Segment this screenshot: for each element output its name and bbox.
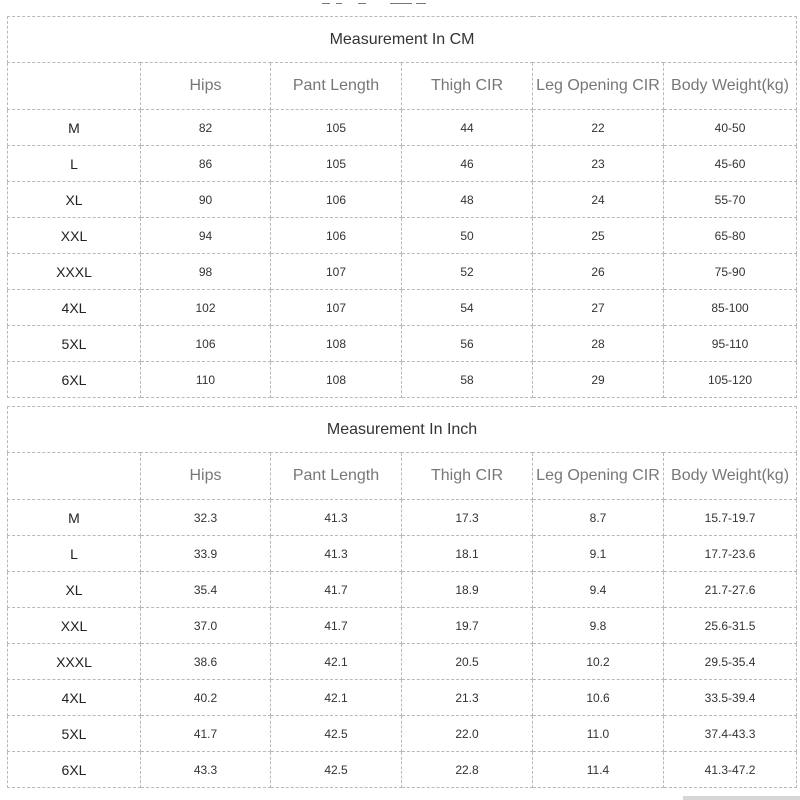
- cell-body-weight: 21.7-27.6: [664, 572, 797, 608]
- table-row: [8, 500, 797, 536]
- cell-leg-opening-cir: 29: [533, 362, 664, 398]
- cell-pant-length: 107: [271, 290, 402, 326]
- cell-pant-length: 106: [271, 182, 402, 218]
- cell-body-weight: 75-90: [664, 254, 797, 290]
- cell-pant-length: 108: [271, 362, 402, 398]
- table-row: [8, 290, 797, 326]
- cell-body-weight: 37.4-43.3: [664, 716, 797, 752]
- cell-thigh-cir: 18.9: [402, 572, 533, 608]
- column-header-leg-opening-cir: Leg Opening CIR: [533, 63, 664, 110]
- cell-hips: 110: [141, 362, 271, 398]
- cell-size: M: [8, 500, 141, 536]
- cell-size: 6XL: [8, 362, 141, 398]
- cell-pant-length: 108: [271, 326, 402, 362]
- cell-thigh-cir: 17.3: [402, 500, 533, 536]
- cell-thigh-cir: 46: [402, 146, 533, 182]
- cell-body-weight: 29.5-35.4: [664, 644, 797, 680]
- cell-hips: 32.3: [141, 500, 271, 536]
- cell-pant-length: 41.7: [271, 572, 402, 608]
- cell-thigh-cir: 54: [402, 290, 533, 326]
- table-row: [8, 218, 797, 254]
- cell-size: 6XL: [8, 752, 141, 788]
- cell-thigh-cir: 50: [402, 218, 533, 254]
- cell-body-weight: 41.3-47.2: [664, 752, 797, 788]
- table-header-row: [8, 453, 797, 500]
- table-row: [8, 752, 797, 788]
- cell-body-weight: 40-50: [664, 110, 797, 146]
- cell-body-weight: 17.7-23.6: [664, 536, 797, 572]
- cell-size: 5XL: [8, 326, 141, 362]
- cell-leg-opening-cir: 9.4: [533, 572, 664, 608]
- table-row: [8, 572, 797, 608]
- cell-hips: 86: [141, 146, 271, 182]
- cell-size: 4XL: [8, 290, 141, 326]
- cell-thigh-cir: 22.8: [402, 752, 533, 788]
- cell-leg-opening-cir: 27: [533, 290, 664, 326]
- cell-leg-opening-cir: 22: [533, 110, 664, 146]
- cell-leg-opening-cir: 24: [533, 182, 664, 218]
- cell-size: L: [8, 536, 141, 572]
- cell-size: 5XL: [8, 716, 141, 752]
- table-title: Measurement In Inch: [8, 407, 797, 453]
- cell-thigh-cir: 48: [402, 182, 533, 218]
- table-row: [8, 680, 797, 716]
- cell-hips: 38.6: [141, 644, 271, 680]
- cell-pant-length: 42.5: [271, 716, 402, 752]
- cell-pant-length: 42.5: [271, 752, 402, 788]
- cell-body-weight: 55-70: [664, 182, 797, 218]
- column-header-hips: Hips: [141, 453, 271, 500]
- cell-leg-opening-cir: 26: [533, 254, 664, 290]
- table-row: [8, 326, 797, 362]
- cell-body-weight: 45-60: [664, 146, 797, 182]
- cell-size: XXXL: [8, 644, 141, 680]
- table-title: Measurement In CM: [8, 17, 797, 63]
- cell-thigh-cir: 58: [402, 362, 533, 398]
- cell-thigh-cir: 44: [402, 110, 533, 146]
- cell-thigh-cir: 21.3: [402, 680, 533, 716]
- cell-body-weight: 85-100: [664, 290, 797, 326]
- table-row: [8, 254, 797, 290]
- cell-leg-opening-cir: 11.4: [533, 752, 664, 788]
- cell-body-weight: 95-110: [664, 326, 797, 362]
- cell-pant-length: 106: [271, 218, 402, 254]
- cell-leg-opening-cir: 9.8: [533, 608, 664, 644]
- column-header-body-weight: Body Weight(kg): [664, 63, 797, 110]
- cell-leg-opening-cir: 23: [533, 146, 664, 182]
- column-header-hips: Hips: [141, 63, 271, 110]
- cell-hips: 106: [141, 326, 271, 362]
- bottom-scroll-strip: [683, 796, 800, 800]
- cell-leg-opening-cir: 10.2: [533, 644, 664, 680]
- table-row: [8, 716, 797, 752]
- cell-leg-opening-cir: 9.1: [533, 536, 664, 572]
- cell-pant-length: 105: [271, 110, 402, 146]
- table-row: [8, 536, 797, 572]
- cell-hips: 43.3: [141, 752, 271, 788]
- cell-body-weight: 33.5-39.4: [664, 680, 797, 716]
- column-header-size: [8, 453, 141, 500]
- table-header-row: [8, 63, 797, 110]
- cell-body-weight: 15.7-19.7: [664, 500, 797, 536]
- cell-pant-length: 42.1: [271, 644, 402, 680]
- table-title-row: [8, 17, 797, 63]
- column-header-pant-length: Pant Length: [271, 453, 402, 500]
- cell-hips: 33.9: [141, 536, 271, 572]
- cell-leg-opening-cir: 10.6: [533, 680, 664, 716]
- cell-pant-length: 41.7: [271, 608, 402, 644]
- cell-leg-opening-cir: 8.7: [533, 500, 664, 536]
- cell-leg-opening-cir: 11.0: [533, 716, 664, 752]
- table-row: [8, 182, 797, 218]
- cell-thigh-cir: 19.7: [402, 608, 533, 644]
- cell-leg-opening-cir: 25: [533, 218, 664, 254]
- cell-size: XXL: [8, 218, 141, 254]
- table-title-row: [8, 407, 797, 453]
- cell-pant-length: 107: [271, 254, 402, 290]
- column-header-thigh-cir: Thigh CIR: [402, 63, 533, 110]
- cell-hips: 37.0: [141, 608, 271, 644]
- cell-size: XL: [8, 572, 141, 608]
- cell-hips: 41.7: [141, 716, 271, 752]
- cell-thigh-cir: 52: [402, 254, 533, 290]
- column-header-body-weight: Body Weight(kg): [664, 453, 797, 500]
- column-header-pant-length: Pant Length: [271, 63, 402, 110]
- cell-hips: 90: [141, 182, 271, 218]
- cell-hips: 102: [141, 290, 271, 326]
- cell-size: 4XL: [8, 680, 141, 716]
- cell-hips: 82: [141, 110, 271, 146]
- table-row: [8, 146, 797, 182]
- measurement-cm-table: [7, 16, 797, 398]
- cell-body-weight: 105-120: [664, 362, 797, 398]
- cell-hips: 35.4: [141, 572, 271, 608]
- cell-hips: 40.2: [141, 680, 271, 716]
- cell-leg-opening-cir: 28: [533, 326, 664, 362]
- cell-size: XL: [8, 182, 141, 218]
- cell-size: XXL: [8, 608, 141, 644]
- cell-size: L: [8, 146, 141, 182]
- table-row: [8, 362, 797, 398]
- table-row: [8, 644, 797, 680]
- cell-body-weight: 65-80: [664, 218, 797, 254]
- cell-pant-length: 41.3: [271, 536, 402, 572]
- cell-hips: 94: [141, 218, 271, 254]
- cell-body-weight: 25.6-31.5: [664, 608, 797, 644]
- cell-thigh-cir: 56: [402, 326, 533, 362]
- cell-hips: 98: [141, 254, 271, 290]
- table-row: [8, 608, 797, 644]
- cell-pant-length: 41.3: [271, 500, 402, 536]
- cell-pant-length: 105: [271, 146, 402, 182]
- cell-size: M: [8, 110, 141, 146]
- table-row: [8, 110, 797, 146]
- cell-pant-length: 42.1: [271, 680, 402, 716]
- column-header-thigh-cir: Thigh CIR: [402, 453, 533, 500]
- cell-thigh-cir: 20.5: [402, 644, 533, 680]
- cell-thigh-cir: 22.0: [402, 716, 533, 752]
- column-header-size: [8, 63, 141, 110]
- cropped-text-fragment: [320, 0, 450, 10]
- column-header-leg-opening-cir: Leg Opening CIR: [533, 453, 664, 500]
- measurement-inch-table: [7, 406, 797, 788]
- cell-thigh-cir: 18.1: [402, 536, 533, 572]
- cell-size: XXXL: [8, 254, 141, 290]
